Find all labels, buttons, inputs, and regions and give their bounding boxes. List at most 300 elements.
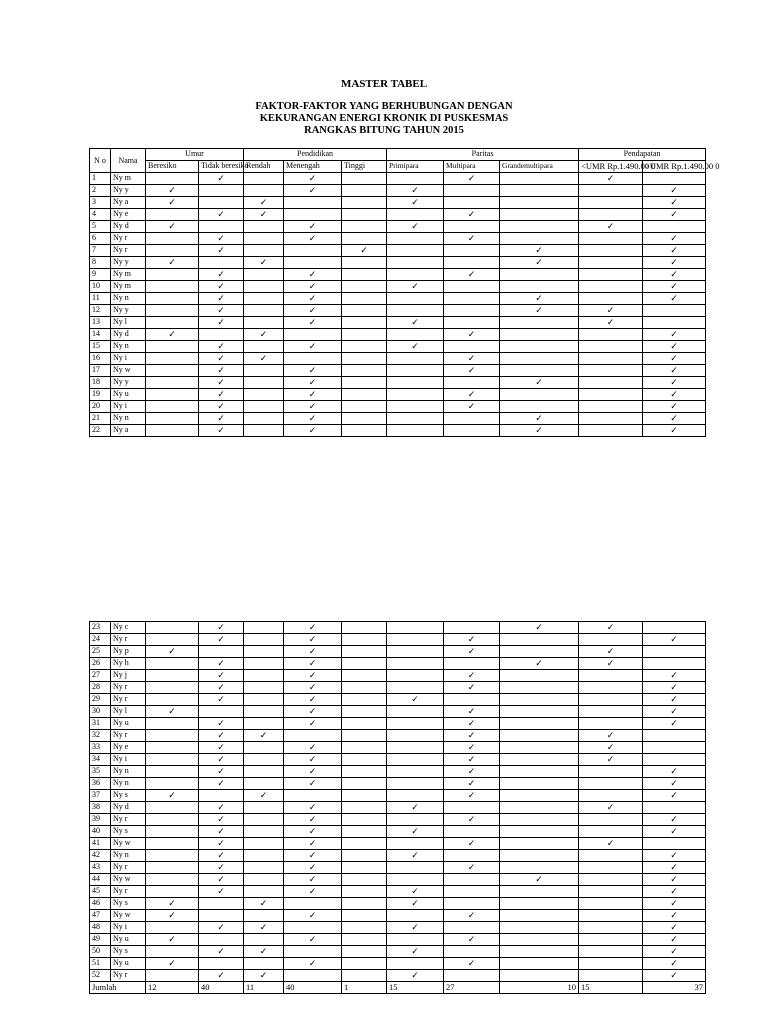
check-mark-icon: ✓ xyxy=(199,305,244,317)
empty-cell xyxy=(579,269,643,281)
check-mark-icon: ✓ xyxy=(643,706,706,718)
check-mark-icon: ✓ xyxy=(284,754,342,766)
empty-cell xyxy=(244,293,284,305)
check-mark-icon: ✓ xyxy=(643,209,706,221)
empty-cell xyxy=(342,634,387,646)
empty-cell xyxy=(199,790,244,802)
empty-cell xyxy=(444,694,500,706)
empty-cell xyxy=(387,790,444,802)
empty-cell xyxy=(387,257,444,269)
check-mark-icon: ✓ xyxy=(444,718,500,730)
row-name: Ny r xyxy=(111,730,146,742)
check-mark-icon: ✓ xyxy=(643,634,706,646)
check-mark-icon: ✓ xyxy=(387,221,444,233)
empty-cell xyxy=(146,413,199,425)
empty-cell xyxy=(500,341,579,353)
check-mark-icon: ✓ xyxy=(342,245,387,257)
check-mark-icon: ✓ xyxy=(244,257,284,269)
header-tidak-beresiko: Tidak beresiko xyxy=(199,161,244,173)
empty-cell xyxy=(444,221,500,233)
check-mark-icon: ✓ xyxy=(500,874,579,886)
table-row xyxy=(90,173,706,185)
check-mark-icon: ✓ xyxy=(643,341,706,353)
empty-cell xyxy=(342,209,387,221)
row-name: Ny d xyxy=(111,802,146,814)
row-number: 2 xyxy=(90,185,111,197)
empty-cell xyxy=(146,922,199,934)
row-name: Ny r xyxy=(111,245,146,257)
empty-cell xyxy=(643,305,706,317)
check-mark-icon: ✓ xyxy=(643,826,706,838)
row-number: 32 xyxy=(90,730,111,742)
empty-cell xyxy=(387,838,444,850)
empty-cell xyxy=(146,233,199,245)
empty-cell xyxy=(244,377,284,389)
check-mark-icon: ✓ xyxy=(643,413,706,425)
empty-cell xyxy=(284,946,342,958)
check-mark-icon: ✓ xyxy=(284,862,342,874)
empty-cell xyxy=(284,245,342,257)
empty-cell xyxy=(342,706,387,718)
row-number: 36 xyxy=(90,778,111,790)
check-mark-icon: ✓ xyxy=(146,706,199,718)
total-rendah: 11 xyxy=(244,982,284,994)
check-mark-icon: ✓ xyxy=(579,754,643,766)
check-mark-icon: ✓ xyxy=(199,730,244,742)
table-row xyxy=(90,898,706,910)
empty-cell xyxy=(146,826,199,838)
empty-cell xyxy=(244,634,284,646)
empty-cell xyxy=(146,209,199,221)
empty-cell xyxy=(579,365,643,377)
empty-cell xyxy=(500,814,579,826)
empty-cell xyxy=(387,305,444,317)
empty-cell xyxy=(284,197,342,209)
empty-cell xyxy=(387,209,444,221)
check-mark-icon: ✓ xyxy=(284,958,342,970)
table-row xyxy=(90,353,706,365)
empty-cell xyxy=(500,682,579,694)
total-multipara: 27 xyxy=(444,982,500,994)
empty-cell xyxy=(199,185,244,197)
check-mark-icon: ✓ xyxy=(199,826,244,838)
check-mark-icon: ✓ xyxy=(500,413,579,425)
empty-cell xyxy=(146,365,199,377)
empty-cell xyxy=(244,305,284,317)
empty-cell xyxy=(342,670,387,682)
check-mark-icon: ✓ xyxy=(643,910,706,922)
row-number: 30 xyxy=(90,706,111,718)
empty-cell xyxy=(244,389,284,401)
empty-cell xyxy=(342,401,387,413)
check-mark-icon: ✓ xyxy=(146,197,199,209)
check-mark-icon: ✓ xyxy=(444,958,500,970)
empty-cell xyxy=(146,802,199,814)
check-mark-icon: ✓ xyxy=(387,898,444,910)
empty-cell xyxy=(342,898,387,910)
empty-cell xyxy=(500,365,579,377)
empty-cell xyxy=(579,970,643,982)
empty-cell xyxy=(244,766,284,778)
empty-cell xyxy=(199,934,244,946)
row-name: Ny r xyxy=(111,682,146,694)
row-name: Ny r xyxy=(111,694,146,706)
check-mark-icon: ✓ xyxy=(146,910,199,922)
row-number: 8 xyxy=(90,257,111,269)
check-mark-icon: ✓ xyxy=(284,173,342,185)
empty-cell xyxy=(579,718,643,730)
total-above-umr: 37 xyxy=(643,982,706,994)
row-name: Ny y xyxy=(111,257,146,269)
empty-cell xyxy=(579,790,643,802)
empty-cell xyxy=(146,622,199,634)
check-mark-icon: ✓ xyxy=(284,185,342,197)
check-mark-icon: ✓ xyxy=(199,694,244,706)
empty-cell xyxy=(500,850,579,862)
row-number: 18 xyxy=(90,377,111,389)
check-mark-icon: ✓ xyxy=(387,826,444,838)
check-mark-icon: ✓ xyxy=(199,173,244,185)
check-mark-icon: ✓ xyxy=(643,898,706,910)
check-mark-icon: ✓ xyxy=(284,221,342,233)
empty-cell xyxy=(244,682,284,694)
empty-cell xyxy=(146,389,199,401)
check-mark-icon: ✓ xyxy=(387,185,444,197)
empty-cell xyxy=(444,185,500,197)
check-mark-icon: ✓ xyxy=(444,754,500,766)
row-number: 33 xyxy=(90,742,111,754)
empty-cell xyxy=(342,682,387,694)
row-number: 5 xyxy=(90,221,111,233)
empty-cell xyxy=(643,221,706,233)
check-mark-icon: ✓ xyxy=(387,922,444,934)
row-number: 34 xyxy=(90,754,111,766)
header-group-umur: Umur xyxy=(146,149,244,161)
empty-cell xyxy=(146,730,199,742)
row-number: 46 xyxy=(90,898,111,910)
empty-cell xyxy=(342,838,387,850)
empty-cell xyxy=(444,341,500,353)
empty-cell xyxy=(244,365,284,377)
empty-cell xyxy=(444,425,500,437)
check-mark-icon: ✓ xyxy=(284,646,342,658)
row-number: 38 xyxy=(90,802,111,814)
check-mark-icon: ✓ xyxy=(643,401,706,413)
check-mark-icon: ✓ xyxy=(284,634,342,646)
empty-cell xyxy=(244,934,284,946)
check-mark-icon: ✓ xyxy=(387,886,444,898)
check-mark-icon: ✓ xyxy=(643,197,706,209)
check-mark-icon: ✓ xyxy=(146,329,199,341)
row-number: 1 xyxy=(90,173,111,185)
check-mark-icon: ✓ xyxy=(387,850,444,862)
empty-cell xyxy=(342,622,387,634)
row-number: 6 xyxy=(90,233,111,245)
row-name: Ny r xyxy=(111,886,146,898)
empty-cell xyxy=(244,173,284,185)
check-mark-icon: ✓ xyxy=(146,898,199,910)
row-name: Ny d xyxy=(111,329,146,341)
check-mark-icon: ✓ xyxy=(284,742,342,754)
subtitle-line-3: RANGKAS BITUNG TAHUN 2015 xyxy=(304,125,464,136)
table-row xyxy=(90,922,706,934)
empty-cell xyxy=(579,862,643,874)
check-mark-icon: ✓ xyxy=(199,365,244,377)
check-mark-icon: ✓ xyxy=(444,766,500,778)
empty-cell xyxy=(500,185,579,197)
row-number: 39 xyxy=(90,814,111,826)
empty-cell xyxy=(146,293,199,305)
check-mark-icon: ✓ xyxy=(444,401,500,413)
row-name: Ny m xyxy=(111,281,146,293)
empty-cell xyxy=(146,317,199,329)
header-group-row xyxy=(90,149,706,161)
check-mark-icon: ✓ xyxy=(643,850,706,862)
empty-cell xyxy=(444,377,500,389)
check-mark-icon: ✓ xyxy=(579,646,643,658)
empty-cell xyxy=(387,718,444,730)
empty-cell xyxy=(146,694,199,706)
empty-cell xyxy=(579,706,643,718)
table-row xyxy=(90,389,706,401)
empty-cell xyxy=(342,221,387,233)
row-name: Ny i xyxy=(111,922,146,934)
empty-cell xyxy=(284,209,342,221)
empty-cell xyxy=(244,185,284,197)
check-mark-icon: ✓ xyxy=(146,934,199,946)
check-mark-icon: ✓ xyxy=(199,970,244,982)
empty-cell xyxy=(342,425,387,437)
table-row xyxy=(90,670,706,682)
empty-cell xyxy=(342,293,387,305)
check-mark-icon: ✓ xyxy=(284,814,342,826)
empty-cell xyxy=(444,826,500,838)
check-mark-icon: ✓ xyxy=(500,658,579,670)
check-mark-icon: ✓ xyxy=(284,838,342,850)
row-number: 9 xyxy=(90,269,111,281)
empty-cell xyxy=(579,670,643,682)
empty-cell xyxy=(342,377,387,389)
empty-cell xyxy=(387,245,444,257)
empty-cell xyxy=(244,425,284,437)
empty-cell xyxy=(199,221,244,233)
empty-cell xyxy=(500,329,579,341)
check-mark-icon: ✓ xyxy=(199,658,244,670)
table-row xyxy=(90,269,706,281)
check-mark-icon: ✓ xyxy=(199,622,244,634)
table-row xyxy=(90,622,706,634)
empty-cell xyxy=(579,329,643,341)
empty-cell xyxy=(579,245,643,257)
row-number: 45 xyxy=(90,886,111,898)
check-mark-icon: ✓ xyxy=(579,658,643,670)
empty-cell xyxy=(244,874,284,886)
row-number: 13 xyxy=(90,317,111,329)
check-mark-icon: ✓ xyxy=(579,802,643,814)
check-mark-icon: ✓ xyxy=(643,365,706,377)
check-mark-icon: ✓ xyxy=(284,269,342,281)
table-row xyxy=(90,646,706,658)
check-mark-icon: ✓ xyxy=(643,970,706,982)
check-mark-icon: ✓ xyxy=(199,862,244,874)
empty-cell xyxy=(199,958,244,970)
table-row xyxy=(90,257,706,269)
empty-cell xyxy=(387,934,444,946)
check-mark-icon: ✓ xyxy=(244,922,284,934)
empty-cell xyxy=(146,305,199,317)
empty-cell xyxy=(444,886,500,898)
empty-cell xyxy=(444,970,500,982)
empty-cell xyxy=(244,754,284,766)
check-mark-icon: ✓ xyxy=(244,946,284,958)
empty-cell xyxy=(579,766,643,778)
empty-cell xyxy=(244,658,284,670)
check-mark-icon: ✓ xyxy=(146,790,199,802)
check-mark-icon: ✓ xyxy=(284,281,342,293)
table-row xyxy=(90,221,706,233)
header-multipara: Multipara xyxy=(444,161,500,173)
empty-cell xyxy=(444,245,500,257)
total-tinggi: 1 xyxy=(342,982,387,994)
empty-cell xyxy=(500,269,579,281)
empty-cell xyxy=(579,425,643,437)
empty-cell xyxy=(342,353,387,365)
check-mark-icon: ✓ xyxy=(444,910,500,922)
empty-cell xyxy=(500,838,579,850)
check-mark-icon: ✓ xyxy=(500,245,579,257)
check-mark-icon: ✓ xyxy=(199,802,244,814)
empty-cell xyxy=(387,754,444,766)
row-number: 42 xyxy=(90,850,111,862)
check-mark-icon: ✓ xyxy=(284,341,342,353)
empty-cell xyxy=(579,850,643,862)
empty-cell xyxy=(342,730,387,742)
check-mark-icon: ✓ xyxy=(500,622,579,634)
total-tidak-beresiko: 40 xyxy=(199,982,244,994)
table-row xyxy=(90,329,706,341)
empty-cell xyxy=(387,413,444,425)
row-number: 26 xyxy=(90,658,111,670)
empty-cell xyxy=(244,317,284,329)
row-name: Ny h xyxy=(111,658,146,670)
row-name: Ny n xyxy=(111,341,146,353)
empty-cell xyxy=(342,814,387,826)
row-number: 44 xyxy=(90,874,111,886)
check-mark-icon: ✓ xyxy=(284,377,342,389)
empty-cell xyxy=(244,401,284,413)
check-mark-icon: ✓ xyxy=(387,802,444,814)
empty-cell xyxy=(244,269,284,281)
empty-cell xyxy=(244,862,284,874)
empty-cell xyxy=(342,970,387,982)
check-mark-icon: ✓ xyxy=(444,173,500,185)
empty-cell xyxy=(500,706,579,718)
total-beresiko: 12 xyxy=(146,982,199,994)
empty-cell xyxy=(199,646,244,658)
row-name: Ny r xyxy=(111,862,146,874)
check-mark-icon: ✓ xyxy=(579,838,643,850)
empty-cell xyxy=(244,802,284,814)
empty-cell xyxy=(146,874,199,886)
row-number: 31 xyxy=(90,718,111,730)
check-mark-icon: ✓ xyxy=(284,706,342,718)
table-row xyxy=(90,185,706,197)
check-mark-icon: ✓ xyxy=(643,353,706,365)
row-name: Ny n xyxy=(111,850,146,862)
check-mark-icon: ✓ xyxy=(643,922,706,934)
empty-cell xyxy=(244,958,284,970)
check-mark-icon: ✓ xyxy=(387,317,444,329)
check-mark-icon: ✓ xyxy=(643,694,706,706)
row-name: Ny i xyxy=(111,754,146,766)
row-number: 43 xyxy=(90,862,111,874)
empty-cell xyxy=(643,622,706,634)
check-mark-icon: ✓ xyxy=(199,814,244,826)
empty-cell xyxy=(244,245,284,257)
empty-cell xyxy=(342,742,387,754)
empty-cell xyxy=(579,401,643,413)
empty-cell xyxy=(387,658,444,670)
check-mark-icon: ✓ xyxy=(284,293,342,305)
check-mark-icon: ✓ xyxy=(199,281,244,293)
check-mark-icon: ✓ xyxy=(643,934,706,946)
empty-cell xyxy=(643,742,706,754)
empty-cell xyxy=(643,754,706,766)
table-row xyxy=(90,874,706,886)
table-row xyxy=(90,790,706,802)
empty-cell xyxy=(244,706,284,718)
empty-cell xyxy=(387,778,444,790)
row-number: 29 xyxy=(90,694,111,706)
empty-cell xyxy=(579,910,643,922)
empty-cell xyxy=(387,269,444,281)
check-mark-icon: ✓ xyxy=(284,401,342,413)
empty-cell xyxy=(500,934,579,946)
empty-cell xyxy=(444,922,500,934)
table-row xyxy=(90,365,706,377)
check-mark-icon: ✓ xyxy=(444,233,500,245)
check-mark-icon: ✓ xyxy=(199,670,244,682)
row-number: 47 xyxy=(90,910,111,922)
empty-cell xyxy=(579,946,643,958)
totals-label: Jumlah xyxy=(90,982,146,994)
empty-cell xyxy=(500,790,579,802)
empty-cell xyxy=(342,922,387,934)
subtitle-line-2: KEKURANGAN ENERGI KRONIK DI PUSKESMAS xyxy=(259,113,509,124)
empty-cell xyxy=(146,245,199,257)
table-row xyxy=(90,293,706,305)
empty-cell xyxy=(444,898,500,910)
empty-cell xyxy=(284,329,342,341)
table-row xyxy=(90,958,706,970)
empty-cell xyxy=(342,862,387,874)
empty-cell xyxy=(579,257,643,269)
row-name: Ny p xyxy=(111,646,146,658)
check-mark-icon: ✓ xyxy=(284,850,342,862)
empty-cell xyxy=(146,778,199,790)
check-mark-icon: ✓ xyxy=(146,646,199,658)
check-mark-icon: ✓ xyxy=(643,185,706,197)
empty-cell xyxy=(342,305,387,317)
empty-cell xyxy=(643,646,706,658)
empty-cell xyxy=(342,257,387,269)
empty-cell xyxy=(146,634,199,646)
check-mark-icon: ✓ xyxy=(199,245,244,257)
empty-cell xyxy=(244,718,284,730)
table-row xyxy=(90,850,706,862)
row-name: Ny w xyxy=(111,365,146,377)
check-mark-icon: ✓ xyxy=(284,766,342,778)
